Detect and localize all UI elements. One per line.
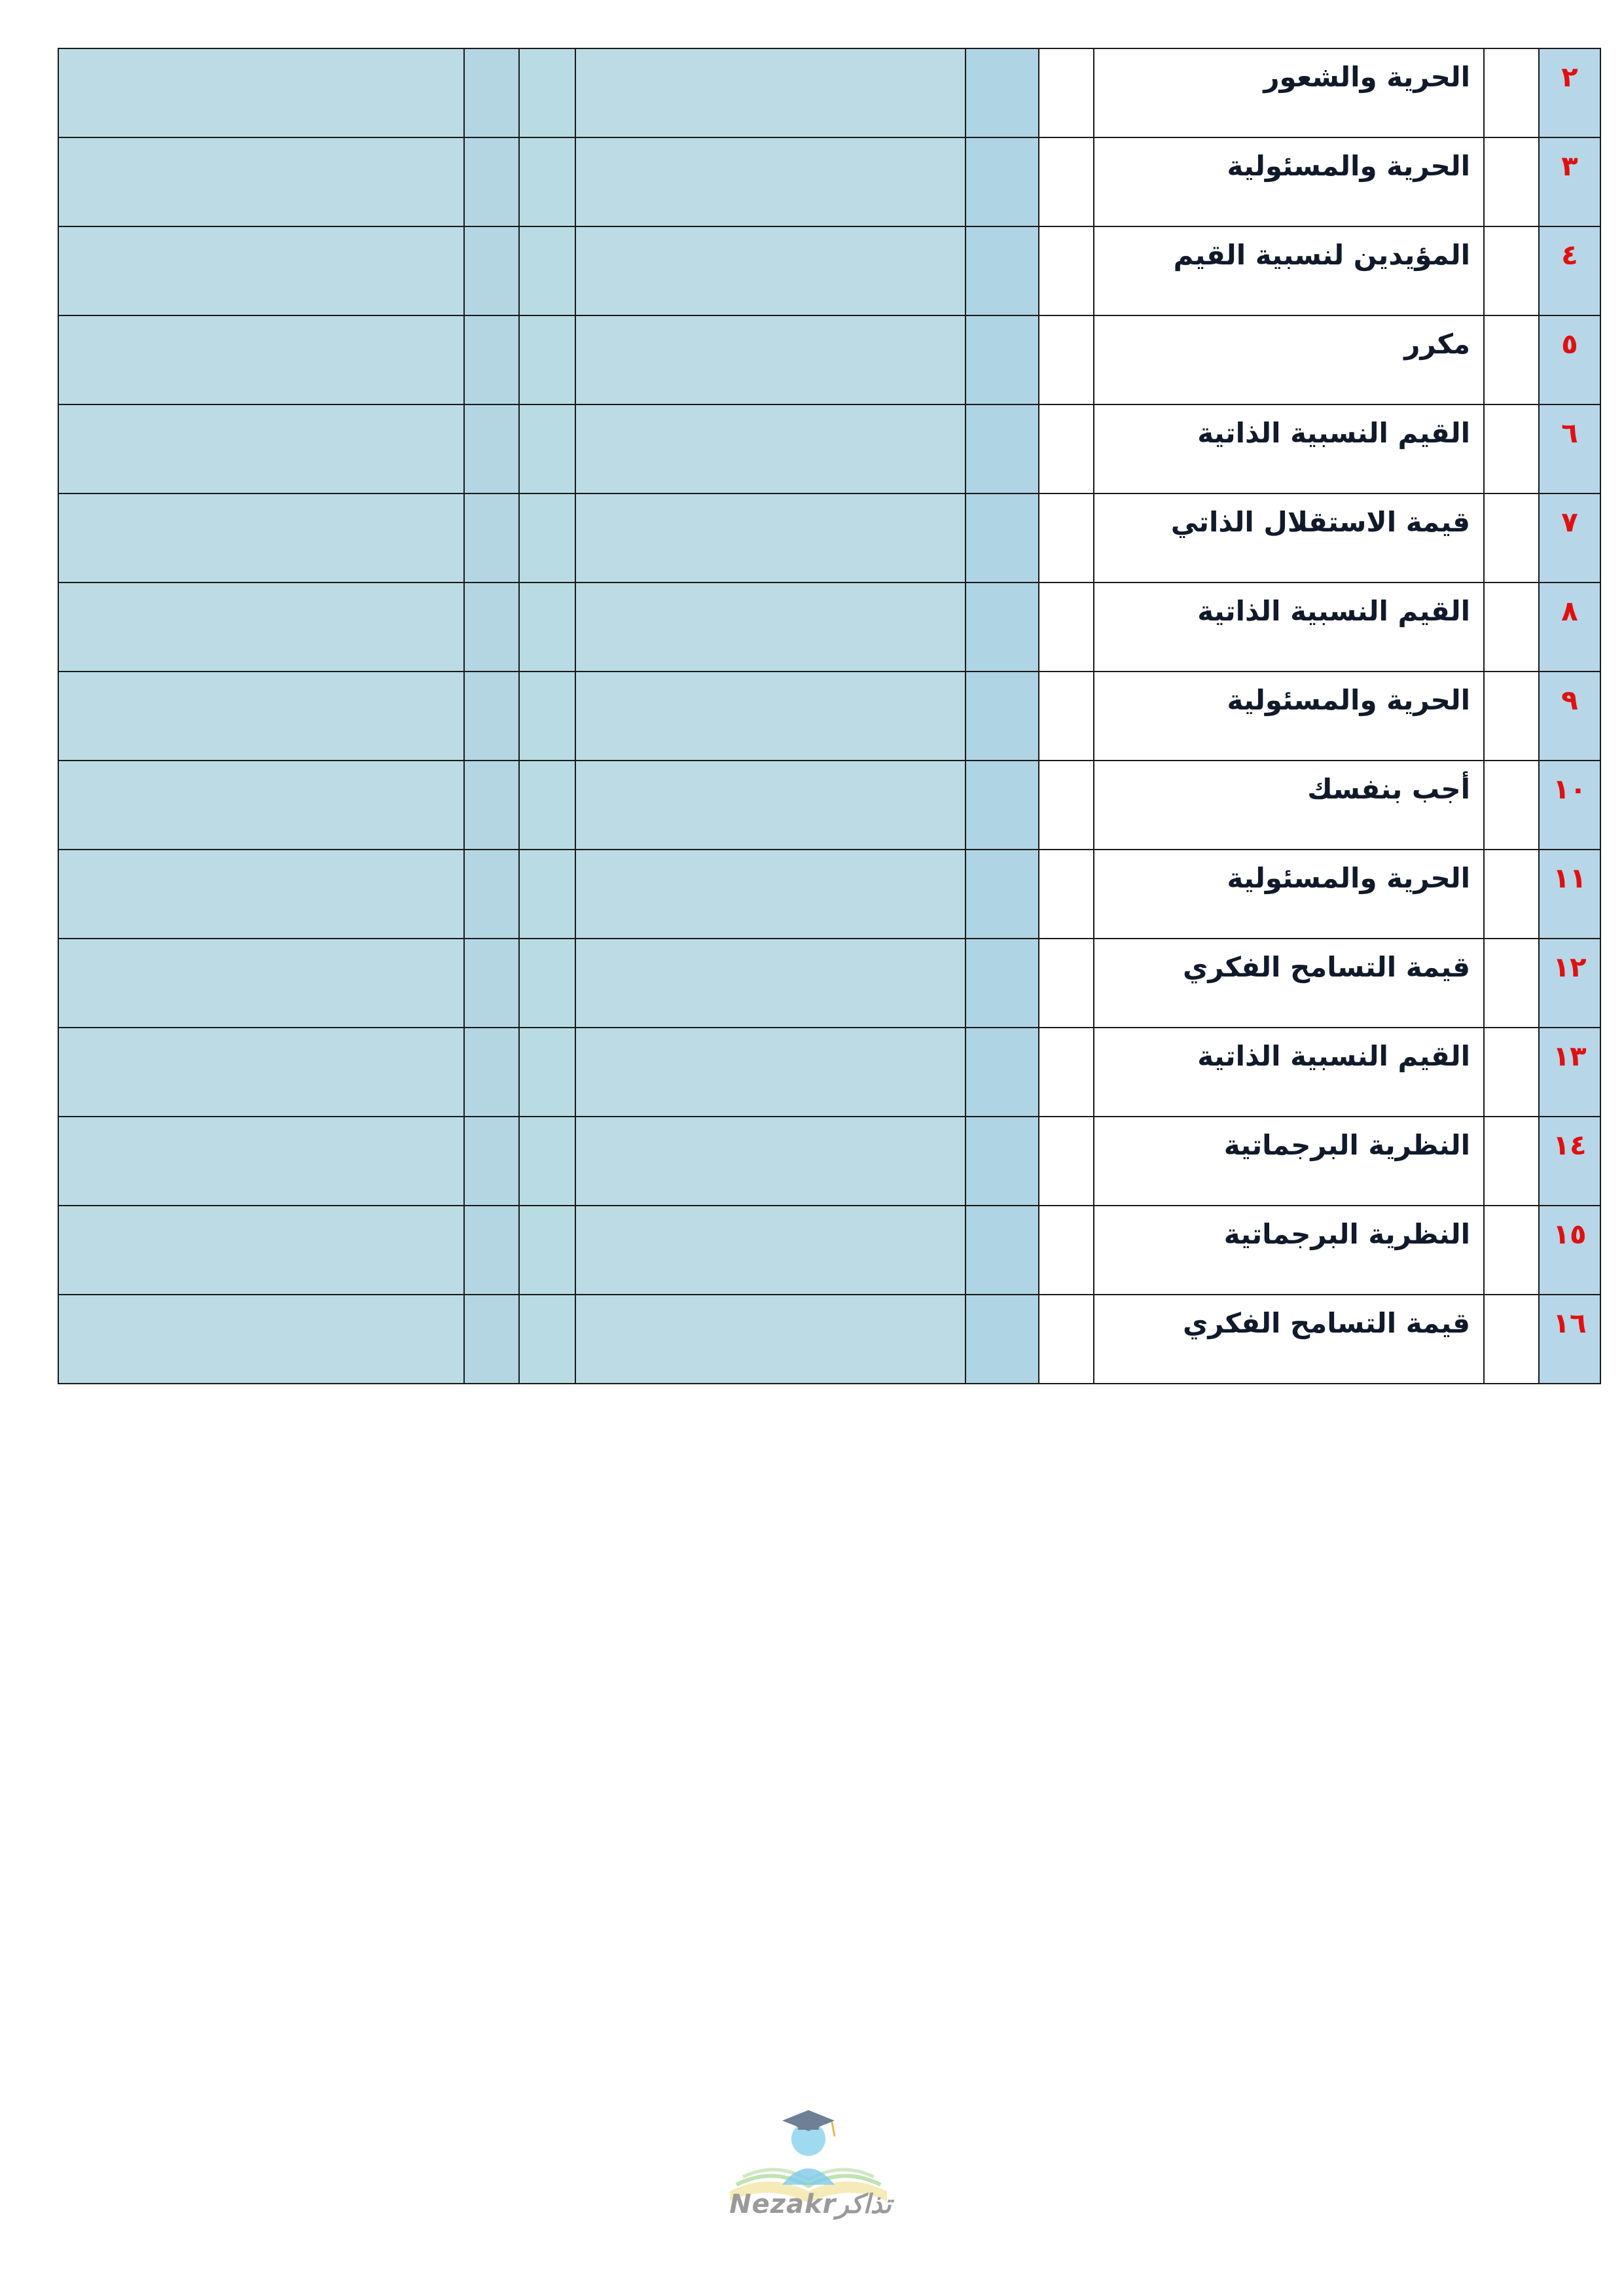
- answer-cell-3: [519, 48, 575, 137]
- answer-cell-5: [965, 583, 1039, 672]
- blank-cell: [1484, 761, 1539, 850]
- answer-cell-6: [1039, 850, 1094, 939]
- answer-cell-5: [965, 1028, 1039, 1117]
- answer-cell-2: [464, 404, 519, 493]
- answer-cell-1: [58, 1028, 464, 1117]
- answer-cell-5: [965, 226, 1039, 315]
- topic-cell: المؤيدين لنسبية القيم: [1094, 226, 1484, 315]
- answer-cell-6: [1039, 672, 1094, 761]
- answer-cell-4: [575, 939, 965, 1028]
- answer-cell-4: [575, 226, 965, 315]
- topic-cell: قيمة التسامح الفكري: [1094, 939, 1484, 1028]
- answer-cell-3: [519, 1028, 575, 1117]
- blank-cell: [1484, 137, 1539, 226]
- topic-cell: الحرية والمسئولية: [1094, 137, 1484, 226]
- answer-cell-6: [1039, 1117, 1094, 1206]
- topic-cell: أجب بنفسك: [1094, 761, 1484, 850]
- answer-cell-5: [965, 1206, 1039, 1295]
- answer-cell-3: [519, 1206, 575, 1295]
- row-number: ٧: [1539, 493, 1600, 583]
- answer-cell-6: [1039, 315, 1094, 404]
- row-number: ٥: [1539, 315, 1600, 404]
- answer-cell-3: [519, 1117, 575, 1206]
- row-number: ١٦: [1539, 1295, 1600, 1384]
- row-number: ١٤: [1539, 1117, 1600, 1206]
- blank-cell: [1484, 939, 1539, 1028]
- blank-cell: [1484, 493, 1539, 583]
- answer-cell-6: [1039, 761, 1094, 850]
- answer-cell-4: [575, 583, 965, 672]
- answer-cell-2: [464, 583, 519, 672]
- table-row: [58, 404, 1600, 493]
- blank-cell: [1484, 1295, 1539, 1384]
- answer-cell-2: [464, 761, 519, 850]
- row-number: ١٣: [1539, 1028, 1600, 1117]
- answer-cell-6: [1039, 404, 1094, 493]
- topic-cell: النظرية البرجماتية: [1094, 1206, 1484, 1295]
- answer-cell-3: [519, 226, 575, 315]
- blank-cell: [1484, 1028, 1539, 1117]
- answer-cell-1: [58, 672, 464, 761]
- answer-cell-3: [519, 493, 575, 583]
- answer-cell-2: [464, 850, 519, 939]
- answer-cell-2: [464, 137, 519, 226]
- answer-cell-5: [965, 493, 1039, 583]
- answer-cell-5: [965, 1295, 1039, 1384]
- answer-cell-5: [965, 761, 1039, 850]
- blank-cell: [1484, 1206, 1539, 1295]
- row-number: ٣: [1539, 137, 1600, 226]
- row-number: ٩: [1539, 672, 1600, 761]
- row-number: ٤: [1539, 226, 1600, 315]
- topic-cell: قيمة التسامح الفكري: [1094, 1295, 1484, 1384]
- table-body: [58, 48, 1600, 1384]
- row-number: ١٠: [1539, 761, 1600, 850]
- row-number: ١٥: [1539, 1206, 1600, 1295]
- answer-cell-1: [58, 761, 464, 850]
- answer-cell-1: [58, 850, 464, 939]
- answer-cell-1: [58, 137, 464, 226]
- answer-cell-1: [58, 493, 464, 583]
- answer-cell-3: [519, 137, 575, 226]
- blank-cell: [1484, 315, 1539, 404]
- answer-cell-3: [519, 939, 575, 1028]
- answer-cell-6: [1039, 493, 1094, 583]
- answer-cell-4: [575, 672, 965, 761]
- answer-cell-2: [464, 48, 519, 137]
- answer-cell-6: [1039, 583, 1094, 672]
- answer-cell-3: [519, 404, 575, 493]
- table-row: [58, 850, 1600, 939]
- blank-cell: [1484, 1117, 1539, 1206]
- answer-cell-2: [464, 493, 519, 583]
- blank-cell: [1484, 226, 1539, 315]
- table-row: [58, 1206, 1600, 1295]
- answer-cell-5: [965, 315, 1039, 404]
- answer-cell-6: [1039, 137, 1094, 226]
- table-row: [58, 672, 1600, 761]
- topic-cell: الحرية والمسئولية: [1094, 672, 1484, 761]
- answer-cell-4: [575, 1028, 965, 1117]
- topic-cell: الحرية والمسئولية: [1094, 850, 1484, 939]
- answer-cell-4: [575, 1295, 965, 1384]
- blank-cell: [1484, 583, 1539, 672]
- logo-text: Nezakrتذاكر: [729, 2189, 892, 2219]
- answer-cell-1: [58, 1295, 464, 1384]
- topic-cell: مكرر: [1094, 315, 1484, 404]
- answer-cell-4: [575, 137, 965, 226]
- table-row: [58, 226, 1600, 315]
- table-row: [58, 583, 1600, 672]
- answer-cell-5: [965, 137, 1039, 226]
- answer-cell-2: [464, 315, 519, 404]
- row-number: ٦: [1539, 404, 1600, 493]
- answer-cell-2: [464, 1028, 519, 1117]
- answer-cell-6: [1039, 226, 1094, 315]
- answer-cell-2: [464, 1295, 519, 1384]
- table-row: [58, 493, 1600, 583]
- answer-cell-1: [58, 48, 464, 137]
- answer-cell-6: [1039, 48, 1094, 137]
- answer-cell-2: [464, 939, 519, 1028]
- answer-cell-4: [575, 404, 965, 493]
- topic-cell: القيم النسبية الذاتية: [1094, 404, 1484, 493]
- answer-cell-3: [519, 1295, 575, 1384]
- answer-cell-2: [464, 1117, 519, 1206]
- topic-cell: النظرية البرجماتية: [1094, 1117, 1484, 1206]
- answer-cell-4: [575, 1206, 965, 1295]
- topic-cell: الحرية والشعور: [1094, 48, 1484, 137]
- table-row: [58, 315, 1600, 404]
- answer-cell-4: [575, 1117, 965, 1206]
- answer-cell-4: [575, 493, 965, 583]
- answer-cell-2: [464, 226, 519, 315]
- answer-cell-5: [965, 48, 1039, 137]
- topic-cell: القيم النسبية الذاتية: [1094, 583, 1484, 672]
- answer-cell-4: [575, 315, 965, 404]
- table-row: [58, 1117, 1600, 1206]
- answer-cell-5: [965, 672, 1039, 761]
- table-row: [58, 939, 1600, 1028]
- answer-cell-4: [575, 48, 965, 137]
- row-number: ١١: [1539, 850, 1600, 939]
- answer-cell-6: [1039, 1206, 1094, 1295]
- row-number: ١٢: [1539, 939, 1600, 1028]
- answer-cell-6: [1039, 939, 1094, 1028]
- answer-cell-4: [575, 850, 965, 939]
- topic-cell: القيم النسبية الذاتية: [1094, 1028, 1484, 1117]
- answer-cell-6: [1039, 1295, 1094, 1384]
- table-row: [58, 48, 1600, 137]
- answer-cell-1: [58, 315, 464, 404]
- answer-cell-1: [58, 1206, 464, 1295]
- table-row: [58, 761, 1600, 850]
- answer-cell-3: [519, 672, 575, 761]
- answers-table: [58, 48, 1601, 1384]
- answer-cell-5: [965, 404, 1039, 493]
- answer-cell-5: [965, 1117, 1039, 1206]
- answer-cell-1: [58, 583, 464, 672]
- answer-cell-3: [519, 315, 575, 404]
- answer-cell-3: [519, 761, 575, 850]
- answer-cell-6: [1039, 1028, 1094, 1117]
- answer-cell-5: [965, 939, 1039, 1028]
- answer-cell-1: [58, 404, 464, 493]
- row-number: ٨: [1539, 583, 1600, 672]
- blank-cell: [1484, 672, 1539, 761]
- blank-cell: [1484, 850, 1539, 939]
- blank-cell: [1484, 48, 1539, 137]
- blank-cell: [1484, 404, 1539, 493]
- answer-cell-1: [58, 939, 464, 1028]
- answer-cell-1: [58, 226, 464, 315]
- answer-cell-2: [464, 1206, 519, 1295]
- answer-cell-5: [965, 850, 1039, 939]
- answer-cell-3: [519, 583, 575, 672]
- topic-cell: قيمة الاستقلال الذاتي: [1094, 493, 1484, 583]
- answer-cell-2: [464, 672, 519, 761]
- answer-cell-4: [575, 761, 965, 850]
- table-row: [58, 137, 1600, 226]
- row-number: ٢: [1539, 48, 1600, 137]
- answer-cell-1: [58, 1117, 464, 1206]
- table-row: [58, 1028, 1600, 1117]
- table-row: [58, 1295, 1600, 1384]
- answer-cell-3: [519, 850, 575, 939]
